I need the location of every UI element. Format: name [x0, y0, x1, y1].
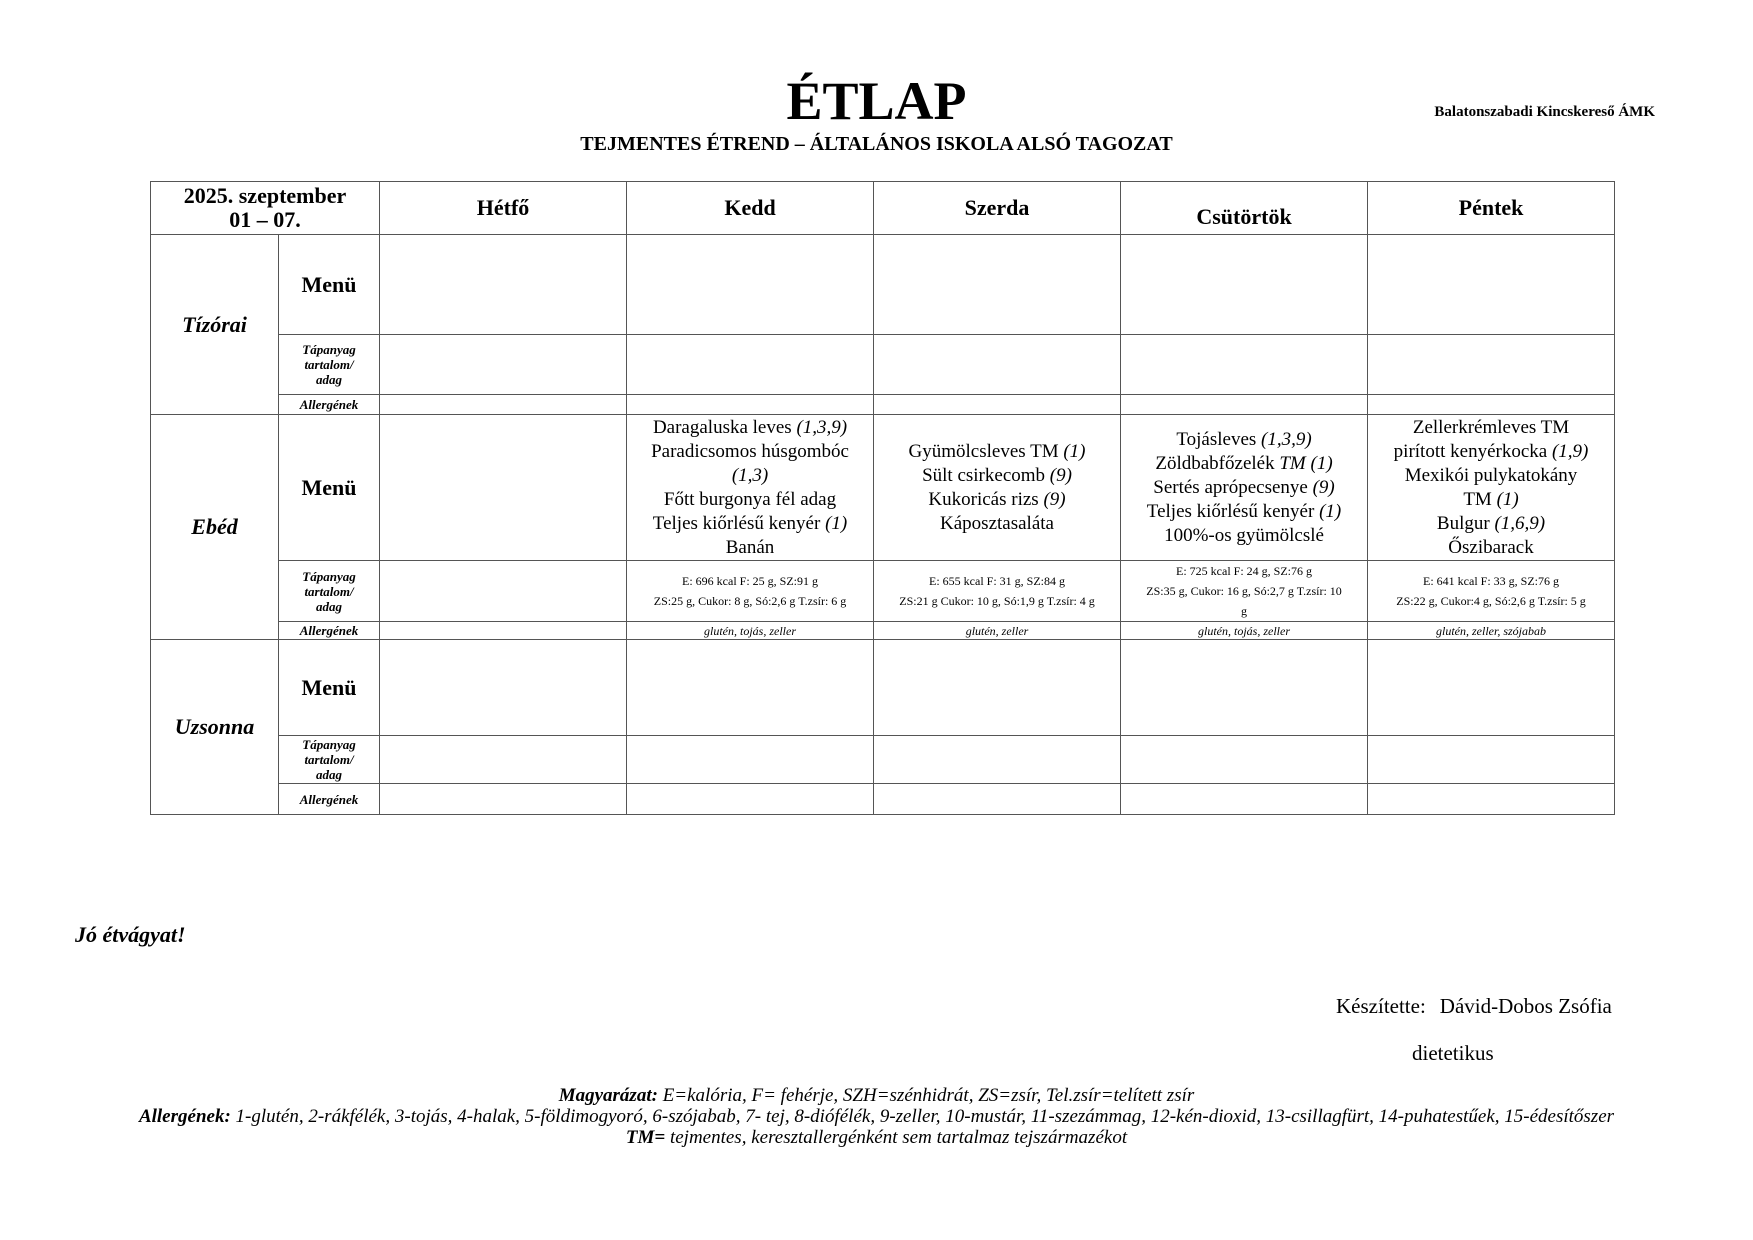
allergen-code: (9) [1312, 476, 1335, 498]
ebed-meal-label: Ebéd [151, 415, 279, 640]
dish-line [1121, 452, 1367, 476]
uzsonna-allergens-wednesday [874, 784, 1121, 815]
nutrition-label-line: Tápanyag [302, 568, 356, 584]
page-title: ÉTLAP [786, 71, 967, 131]
made-by-name: Dávid-Dobos Zsófia [1439, 994, 1612, 1018]
uzsonna-nutrition-wednesday [874, 736, 1121, 784]
dish-name: Teljes kiőrlésű kenyér [1146, 500, 1320, 522]
dish-name: Káposztasaláta [940, 512, 1054, 534]
ebed-menu-row [151, 415, 1615, 561]
allergen-code: (1,3,9) [1261, 428, 1312, 450]
ebed-nutrition-label [279, 561, 380, 622]
dish-name: Sertés aprópecsenye [1153, 476, 1313, 498]
tizorai-allergens-wednesday [874, 395, 1121, 415]
organization-name: Balatonszabadi Kincskereső ÁMK [1434, 104, 1655, 120]
dish-line [874, 512, 1120, 536]
allergen-code: (9) [1049, 464, 1072, 486]
allergen-code: (1,9) [1551, 440, 1589, 462]
nutrition-line: E: 655 kcal F: 31 g, SZ:84 g [929, 574, 1066, 588]
ebed-nutrition-wednesday [874, 561, 1121, 622]
nutrition-line: E: 696 kcal F: 25 g, SZ:91 g [682, 574, 819, 588]
ebed-nutrition-friday [1368, 561, 1615, 622]
dish-line [627, 488, 873, 512]
nutrition-line: ZS:22 g, Cukor:4 g, Só:2,6 g T.zsír: 5 g [1396, 594, 1586, 608]
nutrition-label-line: Tápanyag [302, 737, 356, 752]
uzsonna-nutrition-thursday [1121, 736, 1368, 784]
date-range-cell [151, 182, 380, 235]
ebed-allergens-wednesday: glutén, zeller [874, 622, 1121, 640]
dish-name: Sült csirkecomb [922, 464, 1050, 486]
nutrition-line: g [1241, 604, 1248, 618]
uzsonna-menu-tuesday [627, 640, 874, 736]
dish-line [1121, 500, 1367, 524]
uzsonna-nutrition-row [151, 736, 1615, 784]
tizorai-menu-wednesday [874, 235, 1121, 335]
dish-name: Főtt burgonya fél adag [663, 488, 837, 510]
dish-name: Őszibarack [1448, 536, 1534, 558]
legend-tm-text: tejmentes, keresztallergénként sem tartalmaz tejszármazékot [665, 1127, 1128, 1148]
legend-allergens-text: 1-glutén, 2-rákfélék, 3-tojás, 4-halak, 5-földimogyoró, 6-szójabab, 7- tej, 8-diófélék, 9-zeller, 10-mustár, 11-szezámmag, 12-kén-dioxid, 13-csillagfürt, 14-puhatestűek, 15-édesítőszer [230, 1106, 1615, 1127]
day-header-thursday: Csütörtök [1121, 182, 1368, 235]
tizorai-allergen-row [151, 395, 1615, 415]
dish-line [1368, 488, 1614, 512]
tizorai-menu-row [151, 235, 1615, 335]
dish-name: Gyümölcsleves TM [908, 440, 1064, 462]
tizorai-menu-tuesday [627, 235, 874, 335]
uzsonna-allergen-row [151, 784, 1615, 815]
tizorai-menu-monday [380, 235, 627, 335]
uzsonna-menu-friday [1368, 640, 1615, 736]
uzsonna-allergens-thursday [1121, 784, 1368, 815]
nutrition-label-line: Tápanyag [302, 342, 356, 357]
uzsonna-nutrition-tuesday [627, 736, 874, 784]
nutrition-line: ZS:21 g Cukor: 10 g, Só:1,9 g T.zsír: 4 g [899, 594, 1095, 608]
uzsonna-nutrition-friday [1368, 736, 1615, 784]
nutrition-line: ZS:35 g, Cukor: 16 g, Só:2,7 g T.zsír: 10 [1146, 584, 1342, 598]
tizorai-nutrition-friday [1368, 335, 1615, 395]
nutrition-line: E: 725 kcal F: 24 g, SZ:76 g [1176, 564, 1313, 578]
page-subtitle: TEJMENTES ÉTREND – ÁLTALÁNOS ISKOLA ALSÓ TAGOZAT [580, 133, 1173, 155]
allergen-code: (1) [1496, 488, 1519, 510]
dish-line [1368, 536, 1614, 560]
nutrition-label-line: adag [316, 767, 342, 782]
dish-name: 100%-os gyümölcslé [1164, 524, 1324, 546]
made-by-label: Készítette: [1336, 994, 1426, 1018]
tizorai-nutrition-row [151, 335, 1615, 395]
allergen-code: TM (1) [1279, 452, 1333, 474]
tizorai-allergens-monday [380, 395, 627, 415]
nutrition-label-line: adag [316, 598, 342, 614]
nutrition-line: E: 641 kcal F: 33 g, SZ:76 g [1423, 574, 1560, 588]
tizorai-nutrition-label [279, 335, 380, 395]
tizorai-nutrition-thursday [1121, 335, 1368, 395]
dish-line [1121, 428, 1367, 452]
tizorai-nutrition-wednesday [874, 335, 1121, 395]
allergen-code: (1,6,9) [1494, 512, 1546, 534]
legend [100, 1085, 1653, 1148]
nutrition-line: ZS:25 g, Cukor: 8 g, Só:2,6 g T.zsír: 6 g [653, 594, 847, 608]
date-range-line1: 2025. szeptember [183, 183, 347, 208]
uzsonna-nutrition-monday [380, 736, 627, 784]
date-range-line2: 01 – 07. [229, 207, 301, 232]
dish-name: Zellerkrémleves TM [1412, 416, 1570, 438]
dish-line [627, 440, 873, 464]
nutrition-label-line: tartalom/ [304, 357, 354, 372]
header-row [151, 182, 1615, 235]
dish-name: Tojásleves [1176, 428, 1262, 450]
allergen-code: (1) [1063, 440, 1086, 462]
uzsonna-allergens-monday [380, 784, 627, 815]
uzsonna-menu-label: Menü [279, 640, 380, 736]
greeting: Jó étvágyat! [75, 922, 186, 947]
ebed-menu-friday [1368, 415, 1615, 561]
allergen-code: (1) [825, 512, 848, 534]
ebed-allergens-friday: glutén, zeller, szójabab [1368, 622, 1615, 640]
dish-line [874, 440, 1120, 464]
uzsonna-allergens-friday [1368, 784, 1615, 815]
uzsonna-allergens-tuesday [627, 784, 874, 815]
allergen-code: (9) [1043, 488, 1066, 510]
tizorai-allergens-tuesday [627, 395, 874, 415]
tizorai-menu-thursday [1121, 235, 1368, 335]
tizorai-allergen-label: Allergének [279, 395, 380, 415]
author-role: dietetikus [1412, 1041, 1494, 1065]
uzsonna-menu-row [151, 640, 1615, 736]
menu-table [150, 181, 1615, 815]
dish-line [1368, 512, 1614, 536]
ebed-allergen-row [151, 622, 1615, 640]
uzsonna-menu-monday [380, 640, 627, 736]
dish-line [627, 464, 873, 488]
ebed-menu-monday [380, 415, 627, 561]
legend-allergens [100, 1106, 1653, 1127]
dish-name: TM [1463, 488, 1497, 510]
legend-abbreviations-text: E=kalória, F= fehérje, SZH=szénhidrát, ZS=zsír, Tel.zsír=telített zsír [657, 1085, 1195, 1106]
ebed-allergens-thursday: glutén, tojás, zeller [1121, 622, 1368, 640]
legend-tm [100, 1127, 1653, 1148]
allergen-code: (1,3) [731, 464, 769, 486]
ebed-menu-label: Menü [279, 415, 380, 561]
legend-tm-label: TM= [625, 1127, 666, 1148]
tizorai-meal-label: Tízórai [151, 235, 279, 415]
uzsonna-menu-wednesday [874, 640, 1121, 736]
legend-allergens-label: Allergének: [138, 1106, 231, 1127]
ebed-menu-wednesday [874, 415, 1121, 561]
ebed-menu-tuesday [627, 415, 874, 561]
allergen-code: (1,3,9) [796, 416, 848, 438]
dish-line [874, 488, 1120, 512]
ebed-nutrition-row [151, 561, 1615, 622]
day-header-tuesday: Kedd [627, 182, 874, 235]
ebed-allergens-tuesday: glutén, tojás, zeller [627, 622, 874, 640]
dish-line [1368, 464, 1614, 488]
dish-line [1368, 440, 1614, 464]
tizorai-menu-label: Menü [279, 235, 380, 335]
ebed-allergens-monday [380, 622, 627, 640]
nutrition-label-line: tartalom/ [304, 752, 354, 767]
uzsonna-nutrition-label [279, 736, 380, 784]
allergen-code: (1) [1319, 500, 1342, 522]
uzsonna-allergen-label: Allergének [279, 784, 380, 815]
ebed-nutrition-tuesday [627, 561, 874, 622]
dish-line [627, 536, 873, 560]
dish-name: pirított kenyérkocka [1393, 440, 1552, 462]
dish-name: Kukoricás rizs [928, 488, 1044, 510]
dish-name: Zöldbabfőzelék [1155, 452, 1280, 474]
tizorai-nutrition-tuesday [627, 335, 874, 395]
dish-line [627, 416, 873, 440]
dish-name: Teljes kiőrlésű kenyér [652, 512, 826, 534]
tizorai-menu-friday [1368, 235, 1615, 335]
tizorai-allergens-thursday [1121, 395, 1368, 415]
day-header-friday: Péntek [1368, 182, 1615, 235]
made-by [1336, 994, 1612, 1019]
dish-line [1121, 476, 1367, 500]
dish-name: Paradicsomos húsgombóc [651, 440, 849, 462]
dish-name: Banán [725, 536, 775, 558]
dish-line [874, 464, 1120, 488]
legend-abbreviations [100, 1085, 1653, 1106]
uzsonna-menu-thursday [1121, 640, 1368, 736]
tizorai-nutrition-monday [380, 335, 627, 395]
dish-line [1121, 524, 1367, 548]
ebed-menu-thursday [1121, 415, 1368, 561]
dish-line [627, 512, 873, 536]
ebed-allergen-label: Allergének [279, 622, 380, 640]
legend-abbreviations-label: Magyarázat: [558, 1085, 658, 1106]
nutrition-label-line: tartalom/ [304, 583, 354, 599]
ebed-nutrition-monday [380, 561, 627, 622]
nutrition-label-line: adag [316, 372, 342, 387]
dish-line [1368, 416, 1614, 440]
tizorai-allergens-friday [1368, 395, 1615, 415]
dish-name: Daragaluska leves [652, 416, 797, 438]
day-header-monday: Hétfő [380, 182, 627, 235]
dish-name: Bulgur [1436, 512, 1495, 534]
day-header-wednesday: Szerda [874, 182, 1121, 235]
dish-name: Mexikói pulykatokány [1404, 464, 1578, 486]
ebed-nutrition-thursday [1121, 561, 1368, 622]
uzsonna-meal-label: Uzsonna [151, 640, 279, 815]
